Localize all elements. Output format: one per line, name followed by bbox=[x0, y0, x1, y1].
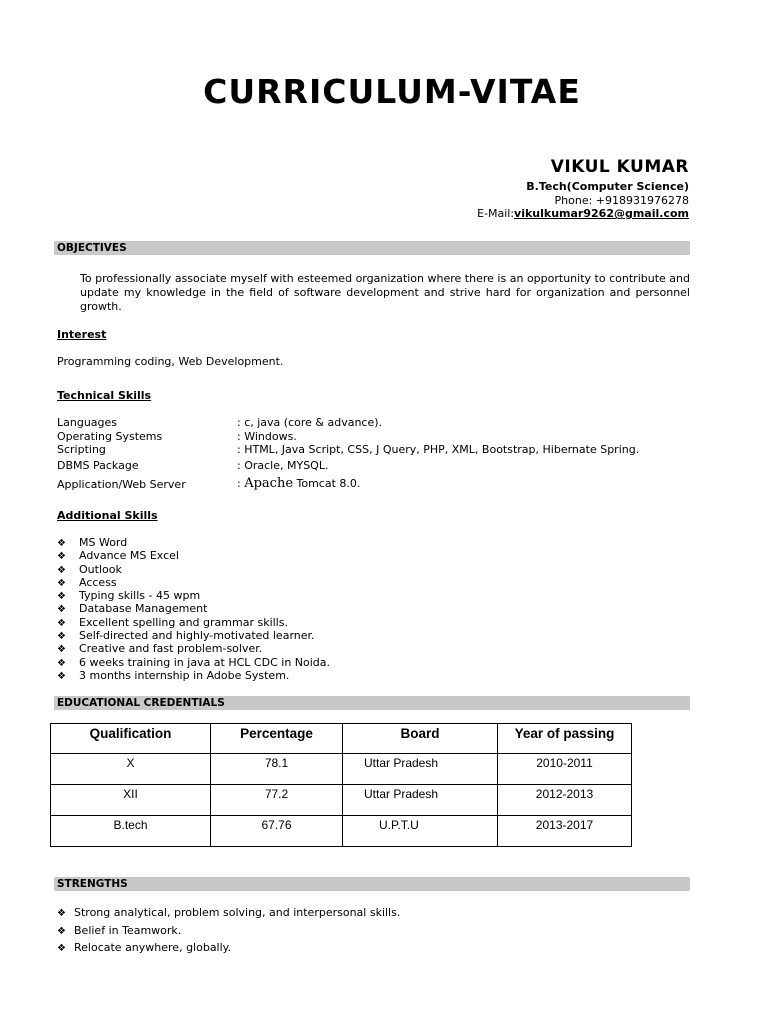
list-item bbox=[57, 602, 330, 615]
list-item-text: Access bbox=[79, 575, 117, 589]
list-item-text: Outlook bbox=[79, 562, 122, 576]
list-item bbox=[57, 939, 400, 957]
candidate-email-line bbox=[477, 207, 689, 220]
interest-heading: Interest bbox=[57, 328, 107, 341]
diamond-bullet-icon: ❖ bbox=[57, 908, 66, 919]
list-item-text: Advance MS Excel bbox=[79, 549, 179, 563]
diamond-bullet-icon: ❖ bbox=[57, 577, 66, 589]
diamond-bullet-icon: ❖ bbox=[57, 551, 66, 563]
table-cell: 2013-2017 bbox=[498, 816, 632, 847]
list-item bbox=[57, 589, 330, 602]
interest-text: Programming coding, Web Development. bbox=[57, 355, 284, 368]
list-item-text: 3 months internship in Adobe System. bbox=[79, 668, 290, 682]
skill-label: Scripting bbox=[57, 443, 106, 456]
technical-skills-heading: Technical Skills bbox=[57, 389, 152, 402]
diamond-bullet-icon: ❖ bbox=[57, 644, 66, 656]
skill-value bbox=[237, 476, 360, 491]
column-header: Percentage bbox=[211, 724, 343, 754]
page-title: CURRICULUM-VITAE bbox=[203, 72, 581, 111]
table-cell: 77.2 bbox=[211, 785, 343, 816]
table-cell: 2012-2013 bbox=[498, 785, 632, 816]
additional-skills-list bbox=[57, 536, 330, 682]
email-label: E-Mail: bbox=[477, 207, 515, 220]
skill-label: Languages bbox=[57, 416, 118, 429]
diamond-bullet-icon: ❖ bbox=[57, 925, 66, 937]
diamond-bullet-icon: ❖ bbox=[57, 943, 66, 954]
column-header: Board bbox=[343, 724, 498, 754]
list-item bbox=[57, 629, 330, 642]
list-item-text: Database Management bbox=[79, 602, 208, 616]
table-cell: Uttar Pradesh bbox=[343, 785, 498, 816]
table-row bbox=[51, 785, 632, 816]
skill-value-prefix: : bbox=[237, 477, 245, 490]
strengths-heading: STRENGTHS bbox=[54, 877, 690, 891]
table-row bbox=[51, 816, 632, 847]
table-cell: B.tech bbox=[51, 816, 211, 847]
skill-value: : Oracle, MYSQL. bbox=[237, 459, 329, 472]
table-cell: Uttar Pradesh bbox=[343, 754, 498, 785]
objectives-heading: OBJECTIVES bbox=[54, 241, 690, 255]
skill-label: Operating Systems bbox=[57, 430, 163, 443]
diamond-bullet-icon: ❖ bbox=[57, 538, 66, 549]
skill-value: : HTML, Java Script, CSS, J Query, PHP, XML, Bootstrap, Hibernate Spring. bbox=[237, 443, 640, 456]
skill-value: : c, java (core & advance). bbox=[237, 416, 383, 429]
table-cell: 67.76 bbox=[211, 816, 343, 847]
diamond-bullet-icon: ❖ bbox=[57, 657, 66, 669]
candidate-phone: Phone: +918931976278 bbox=[554, 194, 689, 207]
email-link[interactable]: vikulkumar9262@gmail.com bbox=[514, 207, 689, 220]
list-item bbox=[57, 576, 330, 589]
diamond-bullet-icon: ❖ bbox=[57, 617, 66, 629]
skill-label: DBMS Package bbox=[57, 459, 139, 472]
list-item-text: Strong analytical, problem solving, and interpersonal skills. bbox=[74, 906, 401, 919]
table-cell: 2010-2011 bbox=[498, 754, 632, 785]
candidate-degree: B.Tech(Computer Science) bbox=[526, 180, 689, 193]
list-item-text: Self-directed and highly-motivated learner. bbox=[79, 629, 315, 643]
table-cell: XII bbox=[51, 785, 211, 816]
list-item bbox=[57, 669, 330, 682]
list-item bbox=[57, 922, 400, 940]
list-item-text: Relocate anywhere, globally. bbox=[74, 941, 232, 954]
diamond-bullet-icon: ❖ bbox=[57, 670, 66, 682]
skill-label: Application/Web Server bbox=[57, 478, 186, 491]
education-heading: EDUCATIONAL CREDENTIALS bbox=[54, 696, 690, 710]
column-header: Year of passing bbox=[498, 724, 632, 754]
diamond-bullet-icon: ❖ bbox=[57, 564, 66, 576]
column-header: Qualification bbox=[51, 724, 211, 754]
table-cell: X bbox=[51, 754, 211, 785]
additional-skills-heading: Additional Skills bbox=[57, 509, 158, 522]
education-table bbox=[50, 723, 632, 847]
table-header-row bbox=[51, 724, 632, 754]
list-item-text: Creative and fast problem-solver. bbox=[79, 642, 263, 656]
objectives-text: To professionally associate myself with esteemed organization where there is an opportunity to contribute and update my knowledge in the field of software development and strive hard for organization and personnel growth. bbox=[80, 272, 690, 313]
table-cell: 78.1 bbox=[211, 754, 343, 785]
skill-value: : Windows. bbox=[237, 430, 297, 443]
diamond-bullet-icon: ❖ bbox=[57, 631, 66, 643]
list-item bbox=[57, 563, 330, 576]
diamond-bullet-icon: ❖ bbox=[57, 591, 66, 603]
list-item-text: Excellent spelling and grammar skills. bbox=[79, 615, 288, 629]
list-item bbox=[57, 536, 330, 549]
list-item bbox=[57, 656, 330, 669]
list-item bbox=[57, 549, 330, 562]
strengths-list bbox=[57, 904, 400, 957]
list-item bbox=[57, 616, 330, 629]
list-item bbox=[57, 642, 330, 655]
candidate-name: VIKUL KUMAR bbox=[550, 157, 689, 177]
skill-value-rest: Tomcat 8.0. bbox=[293, 477, 361, 490]
list-item-text: 6 weeks training in java at HCL CDC in Noida. bbox=[79, 655, 331, 669]
list-item bbox=[57, 904, 400, 922]
list-item-text: MS Word bbox=[79, 536, 128, 549]
diamond-bullet-icon: ❖ bbox=[57, 604, 66, 616]
list-item-text: Belief in Teamwork. bbox=[74, 923, 182, 937]
table-row bbox=[51, 754, 632, 785]
skill-value-apache: Apache bbox=[244, 476, 294, 491]
list-item-text: Typing skills - 45 wpm bbox=[79, 589, 201, 603]
table-cell: U.P.T.U bbox=[343, 816, 498, 847]
